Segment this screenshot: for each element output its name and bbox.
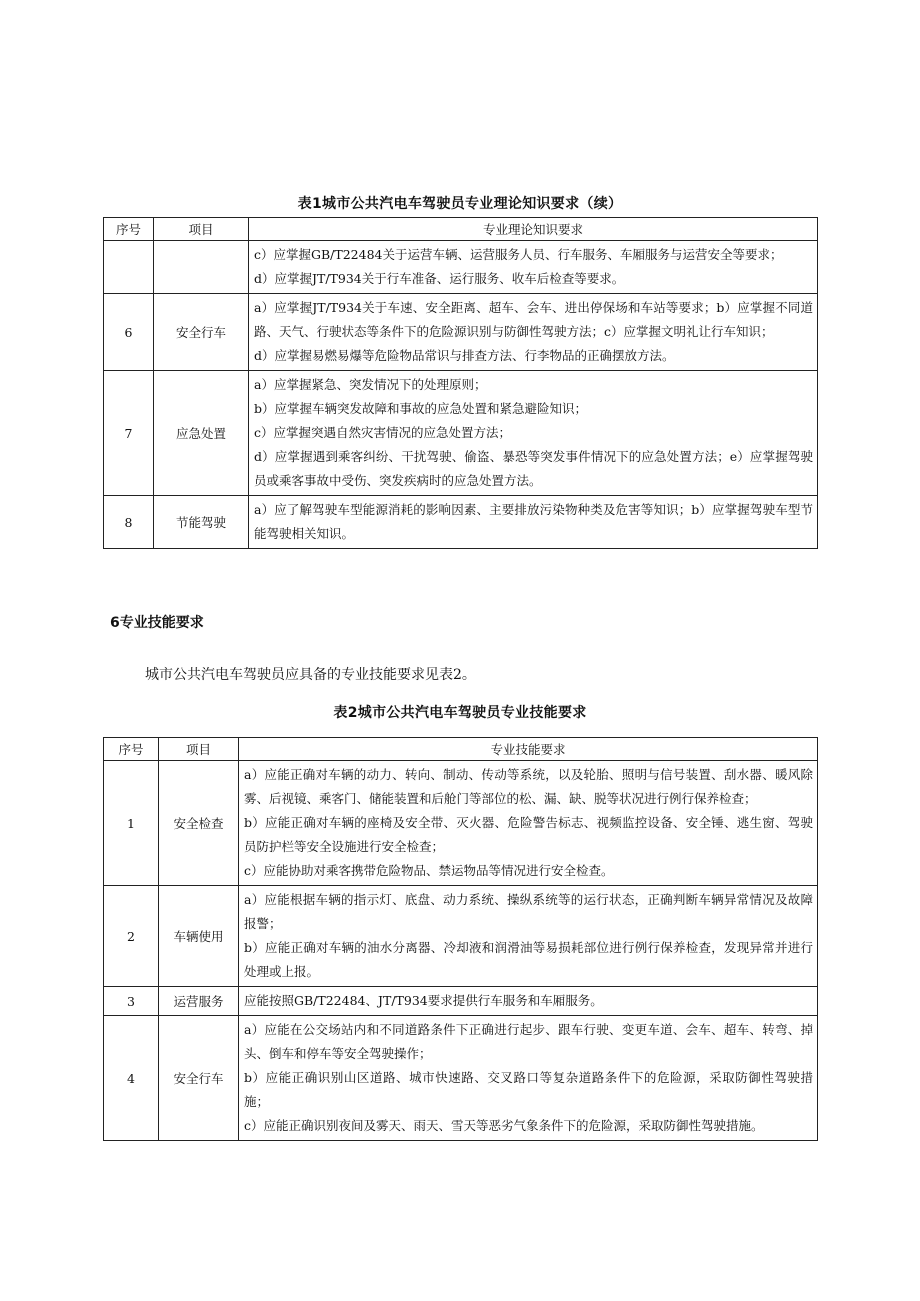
row-num: 8: [104, 496, 154, 549]
row-requirements: [249, 241, 818, 294]
header-item: 项目: [159, 738, 239, 761]
row-num: 3: [104, 987, 159, 1016]
requirement-line: a）应能根据车辆的指示灯、底盘、动力系统、操纵系统等的运行状态，正确判断车辆异常情况及故障报警；: [244, 892, 813, 931]
table-row: [104, 886, 818, 987]
requirement-line: a）应了解驾驶车型能源消耗的影响因素、主要排放污染物种类及危害等知识；b）应掌握驾驶车型节能驾驶相关知识。: [254, 502, 813, 541]
requirement-line: d）应掌握遇到乘客纠纷、干扰驾驶、偷盗、暴恐等突发事件情况下的应急处置方法；e）应掌握驾驶员或乘客事故中受伤、突发疾病时的应急处置方法。: [254, 449, 813, 488]
table1-title: 表1城市公共汽电车驾驶员专业理论知识要求（续）: [297, 196, 623, 212]
table1-header-row: [104, 218, 818, 241]
table-row: [104, 294, 818, 371]
row-item: [154, 241, 249, 294]
row-item: 运营服务: [159, 987, 239, 1016]
table-row: [104, 987, 818, 1016]
requirement-line: a）应能正确对车辆的动力、转向、制动、传动等系统，以及轮胎、照明与信号装置、刮水器、暖风除雾、后视镜、乘客门、储能装置和后舱门等部位的松、漏、缺、脱等状况进行例行保养检查；: [244, 767, 813, 806]
table2-title: 表2城市公共汽电车驾驶员专业技能要求: [333, 705, 587, 721]
row-requirements: [249, 371, 818, 496]
row-requirements: [239, 761, 818, 886]
requirement-line: c）应掌握突遇自然灾害情况的应急处置方法；: [254, 425, 512, 440]
requirement-line: 应能按照GB/T22484、JT/T934要求提供行车服务和车厢服务。: [244, 993, 603, 1008]
row-num: 7: [104, 371, 154, 496]
requirement-line: b）应能正确对车辆的油水分离器、冷却液和润滑油等易损耗部位进行例行保养检查，发现异常并进行处理或上报。: [244, 940, 813, 979]
requirement-line: d）应掌握易燃易爆等危险物品常识与排查方法、行李物品的正确摆放方法。: [254, 348, 675, 363]
table-row: [104, 1016, 818, 1141]
requirement-line: c）应能协助对乘客携带危险物品、禁运物品等情况进行安全检查。: [244, 863, 614, 878]
row-requirements: [239, 987, 818, 1016]
row-item: 安全行车: [159, 1016, 239, 1141]
row-item: 应急处置: [154, 371, 249, 496]
row-item: 安全检查: [159, 761, 239, 886]
requirement-line: c）应能正确识别夜间及雾天、雨天、雪天等恶劣气象条件下的危险源，采取防御性驾驶措施。: [244, 1118, 764, 1133]
table-row: [104, 241, 818, 294]
requirement-line: a）应掌握紧急、突发情况下的处理原则；: [254, 377, 487, 392]
row-item: 车辆使用: [159, 886, 239, 987]
requirement-line: d）应掌握JT/T934关于行车准备、运行服务、收车后检查等要求。: [254, 271, 625, 286]
row-requirements: [249, 294, 818, 371]
table1: [103, 217, 818, 549]
row-num: 2: [104, 886, 159, 987]
header-item: 项目: [154, 218, 249, 241]
requirement-line: b）应能正确对车辆的座椅及安全带、灭火器、危险警告标志、视频监控设备、安全锤、逃生窗、驾驶员防护栏等安全设施进行安全检查；: [244, 815, 813, 854]
header-requirements: 专业理论知识要求: [249, 218, 818, 241]
table2-header-row: [104, 738, 818, 761]
row-num: 4: [104, 1016, 159, 1141]
row-num: 1: [104, 761, 159, 886]
row-requirements: [249, 496, 818, 549]
header-num: 序号: [104, 738, 159, 761]
table-row: [104, 371, 818, 496]
requirement-line: b）应能正确识别山区道路、城市快速路、交叉路口等复杂道路条件下的危险源，采取防御性驾驶措施；: [244, 1070, 813, 1109]
header-num: 序号: [104, 218, 154, 241]
row-num: [104, 241, 154, 294]
requirement-line: a）应能在公交场站内和不同道路条件下正确进行起步、跟车行驶、变更车道、会车、超车、转弯、掉头、倒车和停车等安全驾驶操作；: [244, 1022, 813, 1061]
requirement-line: c）应掌握GB/T22484关于运营车辆、运营服务人员、行车服务、车厢服务与运营安全等要求；: [254, 247, 783, 262]
table-row: [104, 496, 818, 549]
requirement-line: b）应掌握车辆突发故障和事故的应急处置和紧急避险知识；: [254, 401, 588, 416]
section-intro: 城市公共汽电车驾驶员应具备的专业技能要求见表2。: [145, 667, 476, 683]
row-requirements: [239, 886, 818, 987]
row-requirements: [239, 1016, 818, 1141]
row-item: 安全行车: [154, 294, 249, 371]
section-heading: 6专业技能要求: [110, 615, 204, 631]
requirement-line: a）应掌握JT/T934关于车速、安全距离、超车、会车、进出停保场和车站等要求；b）应掌握不同道路、天气、行驶状态等条件下的危险源识别与防御性驾驶方法；c）应掌握文明礼让行车知识；: [254, 300, 813, 339]
table-row: [104, 761, 818, 886]
header-requirements: 专业技能要求: [239, 738, 818, 761]
table2: [103, 737, 818, 1141]
row-num: 6: [104, 294, 154, 371]
row-item: 节能驾驶: [154, 496, 249, 549]
